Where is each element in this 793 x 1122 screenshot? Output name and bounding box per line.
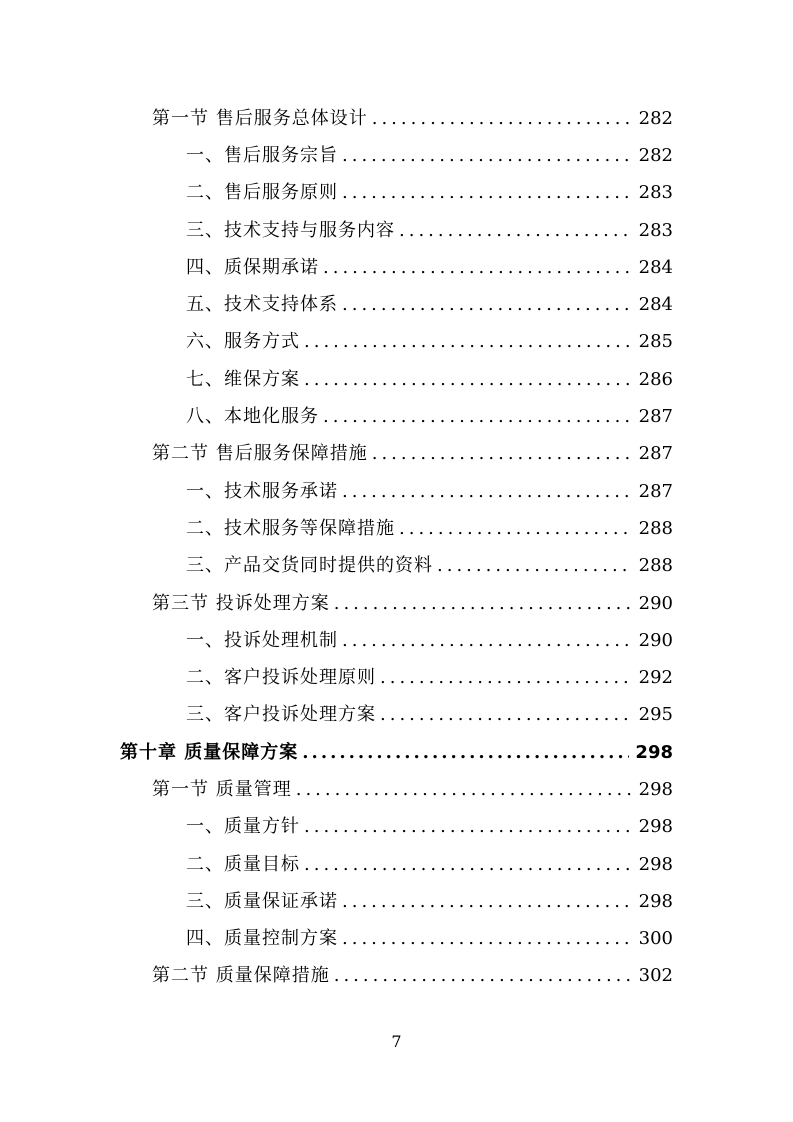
toc-entry-page: 298: [638, 890, 673, 912]
toc-entry-page: 290: [638, 592, 673, 614]
toc-entry-title: 二、技术服务等保障措施: [186, 517, 395, 539]
toc-entry-title: 二、售后服务原则: [186, 182, 338, 204]
toc-entry-page: 287: [638, 480, 673, 502]
toc-entry-page: 282: [638, 144, 673, 166]
toc-entry-title: 第一节 售后服务总体设计: [152, 107, 368, 129]
toc-entry[interactable]: [0, 659, 793, 696]
toc-entry-page: 298: [638, 853, 673, 875]
toc-entry-title: 八、本地化服务: [186, 406, 319, 428]
toc-entry-page: 284: [638, 256, 673, 278]
toc-leader-dots: [334, 592, 633, 616]
toc-entry[interactable]: [0, 137, 793, 174]
toc-leader-dots: [342, 144, 633, 168]
toc-leader-dots: [342, 293, 633, 317]
table-of-contents: [0, 100, 793, 995]
toc-entry-title: 一、技术服务承诺: [186, 480, 338, 502]
toc-entry-title: 一、质量方针: [186, 816, 300, 838]
toc-entry[interactable]: [0, 809, 793, 846]
toc-entry[interactable]: [0, 212, 793, 249]
toc-leader-dots: [323, 256, 633, 280]
toc-entry-page: 288: [638, 517, 673, 539]
toc-entry-title: 第三节 投诉处理方案: [152, 592, 330, 614]
toc-entry[interactable]: [0, 510, 793, 547]
toc-entry-page: 290: [638, 629, 673, 651]
toc-entry-page: 285: [638, 331, 673, 353]
toc-entry[interactable]: [0, 249, 793, 286]
toc-entry-page: 288: [638, 555, 673, 577]
toc-leader-dots: [372, 107, 633, 131]
toc-entry-page: 283: [638, 219, 673, 241]
toc-entry-title: 二、客户投诉处理原则: [186, 667, 376, 689]
toc-leader-dots: [380, 666, 633, 690]
toc-entry[interactable]: [0, 883, 793, 920]
toc-entry-title: 二、质量目标: [186, 853, 300, 875]
toc-entry-page: 284: [638, 294, 673, 316]
toc-entry-title: 第十章 质量保障方案: [120, 741, 299, 763]
toc-entry-page: 298: [635, 741, 673, 763]
toc-entry-page: 295: [638, 704, 673, 726]
toc-entry-title: 第一节 质量管理: [152, 778, 292, 800]
toc-entry-title: 三、质量保证承诺: [186, 890, 338, 912]
toc-chapter-entry[interactable]: [0, 734, 793, 771]
toc-entry[interactable]: [0, 100, 793, 137]
toc-entry-title: 五、技术支持体系: [186, 294, 338, 316]
toc-entry-page: 287: [638, 443, 673, 465]
toc-leader-dots: [437, 554, 633, 578]
toc-leader-dots: [302, 741, 629, 765]
toc-leader-dots: [334, 964, 633, 988]
toc-entry[interactable]: [0, 921, 793, 958]
toc-entry-title: 第二节 售后服务保障措施: [152, 443, 368, 465]
toc-entry-title: 第二节 质量保障措施: [152, 965, 330, 987]
toc-entry[interactable]: [0, 286, 793, 323]
toc-entry-page: 298: [638, 816, 673, 838]
toc-entry-title: 四、质保期承诺: [186, 256, 319, 278]
toc-leader-dots: [372, 442, 633, 466]
toc-entry[interactable]: [0, 324, 793, 361]
toc-entry[interactable]: [0, 473, 793, 510]
toc-entry[interactable]: [0, 958, 793, 995]
toc-entry-page: 300: [638, 928, 673, 950]
toc-leader-dots: [304, 815, 633, 839]
toc-entry[interactable]: [0, 436, 793, 473]
toc-entry[interactable]: [0, 398, 793, 435]
toc-leader-dots: [342, 629, 633, 653]
toc-leader-dots: [342, 927, 633, 951]
toc-leader-dots: [342, 480, 633, 504]
toc-leader-dots: [342, 181, 633, 205]
toc-leader-dots: [304, 368, 633, 392]
toc-leader-dots: [380, 703, 633, 727]
toc-entry-title: 三、产品交货同时提供的资料: [186, 555, 433, 577]
toc-leader-dots: [399, 517, 633, 541]
toc-entry-page: 298: [638, 778, 673, 800]
toc-entry[interactable]: [0, 361, 793, 398]
toc-entry-page: 292: [638, 667, 673, 689]
toc-entry[interactable]: [0, 622, 793, 659]
toc-entry-page: 287: [638, 406, 673, 428]
toc-leader-dots: [304, 330, 633, 354]
toc-entry-title: 三、技术支持与服务内容: [186, 219, 395, 241]
toc-entry[interactable]: [0, 846, 793, 883]
toc-entry-title: 一、投诉处理机制: [186, 629, 338, 651]
toc-entry-title: 四、质量控制方案: [186, 928, 338, 950]
page-number: 7: [391, 1032, 402, 1051]
toc-entry[interactable]: [0, 771, 793, 808]
toc-leader-dots: [399, 219, 633, 243]
toc-entry-title: 一、售后服务宗旨: [186, 144, 338, 166]
toc-entry[interactable]: [0, 697, 793, 734]
toc-entry-page: 283: [638, 182, 673, 204]
toc-leader-dots: [342, 890, 633, 914]
toc-entry[interactable]: [0, 585, 793, 622]
toc-entry-title: 六、服务方式: [186, 331, 300, 353]
toc-entry-page: 282: [638, 107, 673, 129]
toc-leader-dots: [304, 853, 633, 877]
toc-entry-title: 三、客户投诉处理方案: [186, 704, 376, 726]
toc-leader-dots: [296, 778, 633, 802]
toc-entry-title: 七、维保方案: [186, 368, 300, 390]
toc-entry[interactable]: [0, 175, 793, 212]
toc-entry-page: 302: [638, 965, 673, 987]
toc-leader-dots: [323, 405, 633, 429]
toc-entry-page: 286: [638, 368, 673, 390]
toc-entry[interactable]: [0, 548, 793, 585]
